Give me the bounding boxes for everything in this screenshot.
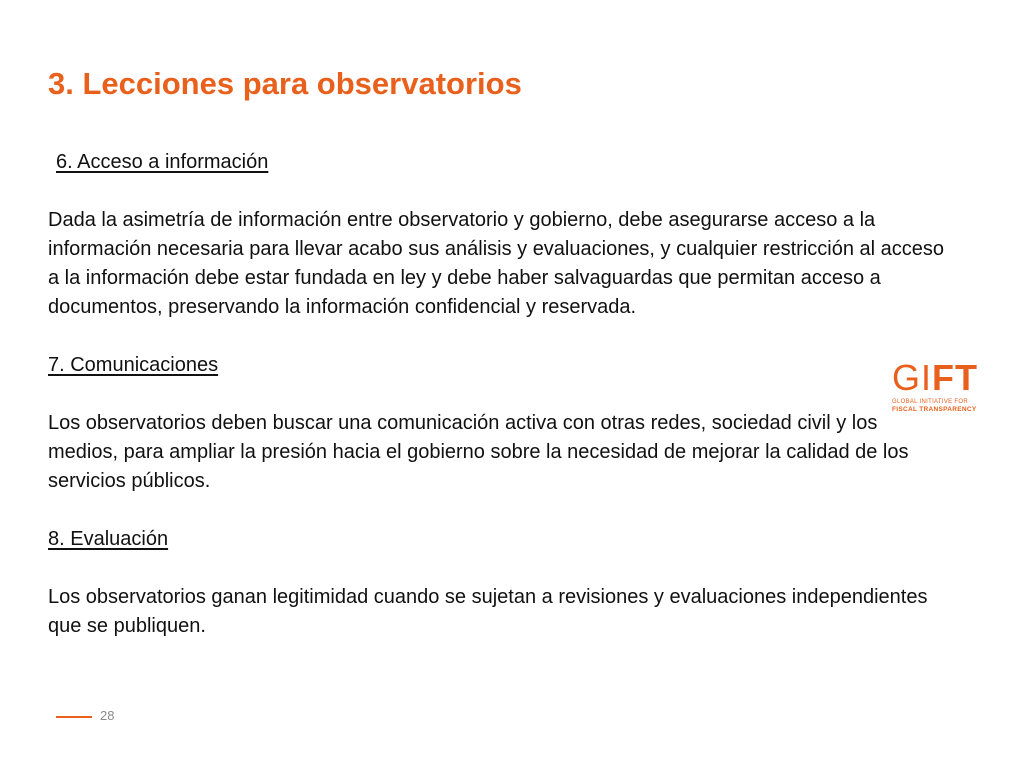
spacer <box>48 177 948 206</box>
gift-logo <box>892 357 982 420</box>
section-heading-comunicaciones: 7. Comunicaciones <box>48 354 219 376</box>
section-heading-acceso: 6. Acceso a información <box>56 151 269 173</box>
spacer <box>48 380 948 409</box>
spacer <box>48 322 948 351</box>
section-body-acceso: Dada la asimetría de información entre observatorio y gobierno, debe asegurarse acceso a la información necesaria para llevar acabo sus análisis y evaluaciones, y cualquier restricción al acceso a la información debe estar fundada en ley y debe haber salvaguardas que permitan acceso a documentos, preservando la información confidencial y reservada. <box>48 209 945 318</box>
slide-content <box>48 148 948 641</box>
section-heading-evaluacion: 8. Evaluación <box>48 528 169 550</box>
spacer <box>48 554 948 583</box>
footer-divider <box>56 716 92 718</box>
gift-logo-wordmark <box>892 357 982 398</box>
slide-title: 3. Lecciones para observatorios <box>48 66 522 101</box>
spacer <box>48 496 948 525</box>
gift-logo-gi: GI <box>892 357 933 398</box>
gift-logo-tagline-2: FISCAL TRANSPARENCY <box>892 406 977 413</box>
section-body-evaluacion: Los observatorios ganan legitimidad cuando se sujetan a revisiones y evaluaciones independientes que se publiquen. <box>48 586 928 637</box>
gift-logo-tagline-1: GLOBAL INITIATIVE FOR <box>892 399 968 405</box>
section-body-comunicaciones: Los observatorios deben buscar una comunicación activa con otras redes, sociedad civil y los medios, para ampliar la presión hacia el gobierno sobre la necesidad de mejorar la calidad de los servicios públicos. <box>48 412 909 492</box>
page-number: 28 <box>100 708 115 723</box>
gift-logo-ft: FT <box>932 357 978 398</box>
